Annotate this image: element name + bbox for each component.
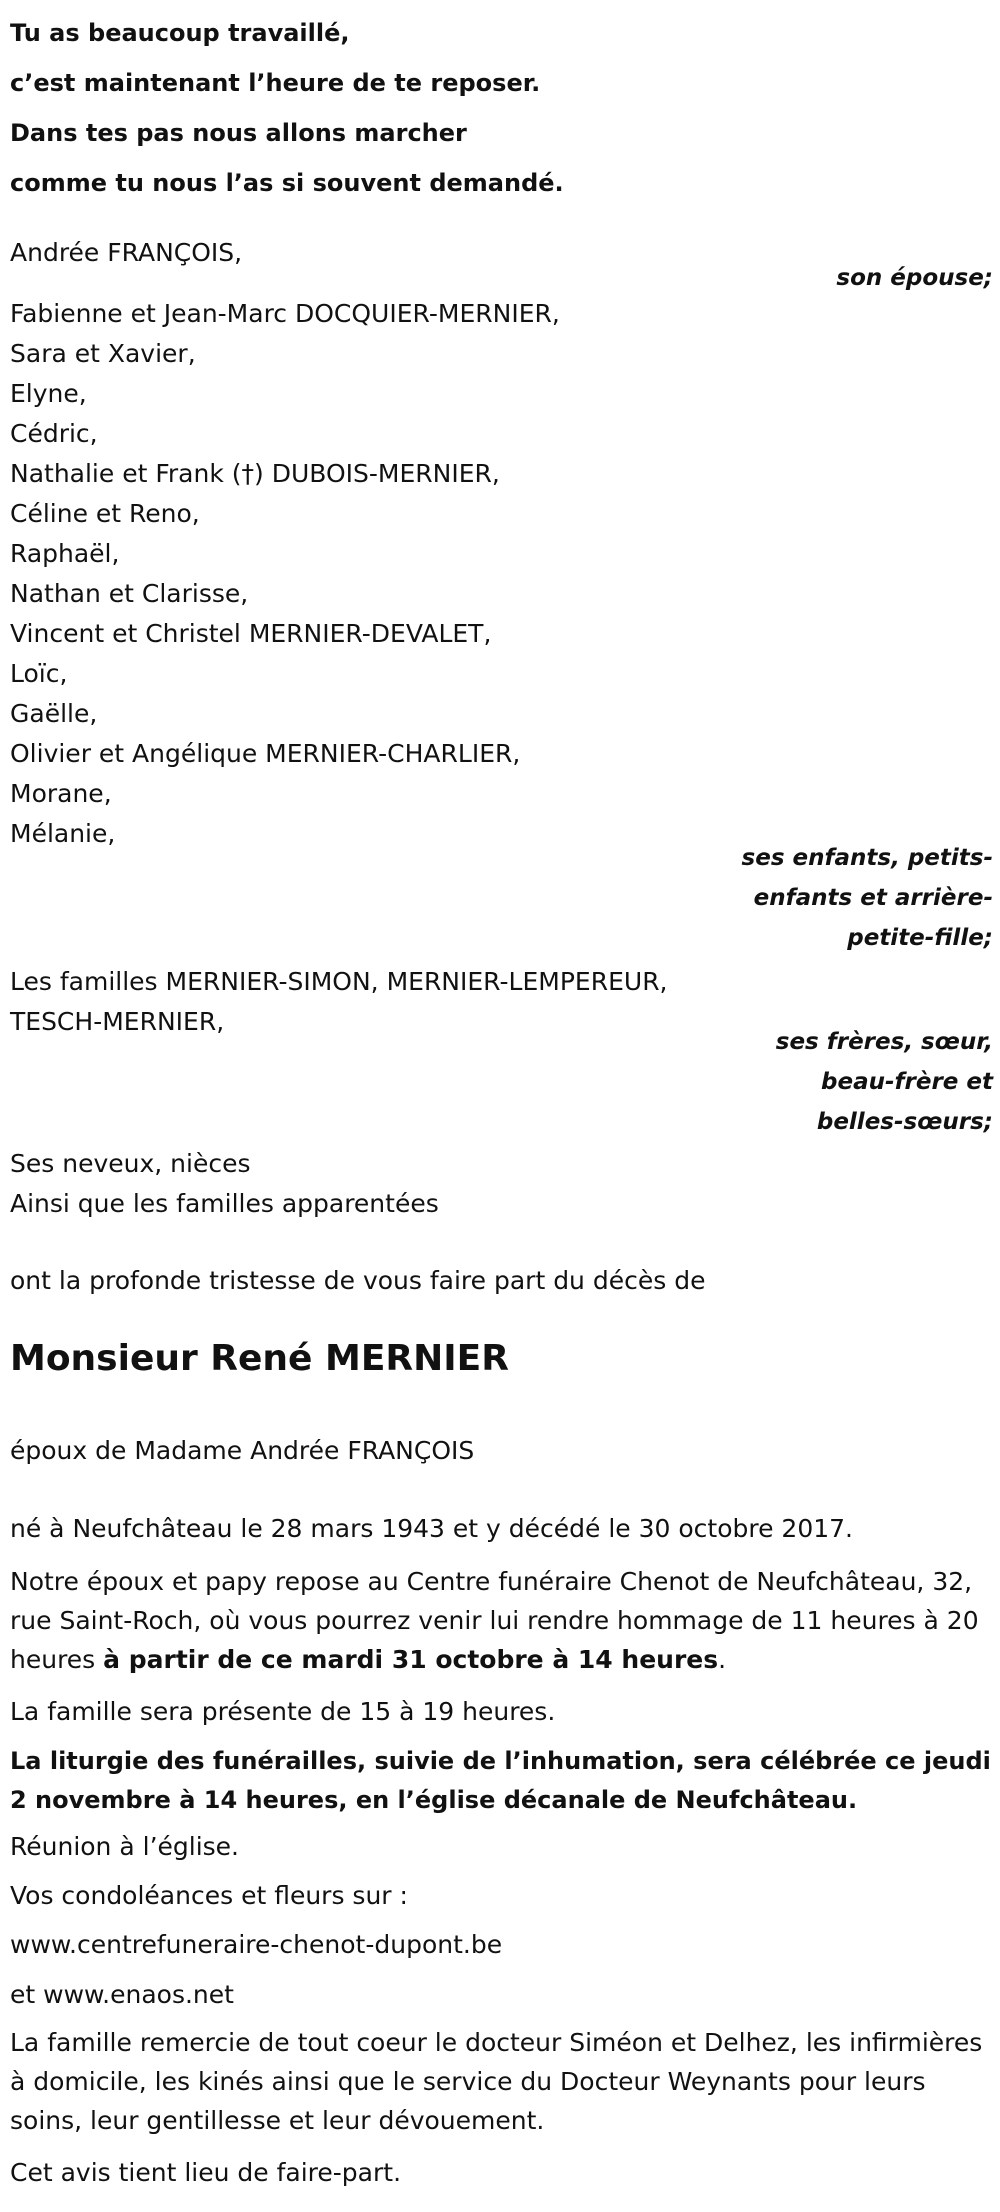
poem-line: comme tu nous l’as si souvent demandé. [10,169,564,197]
role-line: enfants et arrière- [753,885,993,911]
visitation-bold: à partir de ce mardi 31 octobre à 14 heures [103,1645,719,1674]
list-item: Nathalie et Frank (†) DUBOIS-MERNIER, [10,459,500,488]
children-role [742,838,993,958]
families-line: Les familles MERNIER-SIMON, MERNIER-LEMPEREUR, [10,967,668,996]
families [10,962,668,1042]
poem [10,8,564,208]
children-list [10,294,560,854]
announcement: ont la profonde tristesse de vous faire part du décès de [10,1266,706,1295]
role-line: beau-frère et [821,1069,993,1095]
poem-line: Tu as beaucoup travaillé, [10,19,350,47]
list-item: Olivier et Angélique MERNIER-CHARLIER, [10,739,521,768]
birth-death: né à Neufchâteau le 28 mars 1943 et y décédé le 30 octobre 2017. [10,1514,854,1543]
list-item: Morane, [10,779,112,808]
list-item: Céline et Reno, [10,499,200,528]
list-item: Loïc, [10,659,68,688]
list-item: Vincent et Christel MERNIER-DEVALET, [10,619,492,648]
list-item: Fabienne et Jean-Marc DOCQUIER-MERNIER, [10,299,560,328]
spouse-of: époux de Madame Andrée FRANÇOIS [10,1436,475,1465]
list-item: Cédric, [10,419,98,448]
families-role [776,1022,993,1142]
family-present: La famille sera présente de 15 à 19 heures. [10,1697,556,1726]
role-line: ses frères, sœur, [775,1029,993,1055]
deceased-name: Monsieur René MERNIER [10,1338,509,1379]
role-line: petite-fille; [847,925,993,951]
meeting: Réunion à l’église. [10,1832,240,1861]
visitation-paragraph [10,1562,995,1679]
list-item: Elyne, [10,379,87,408]
closing: Cet avis tient lieu de faire-part. [10,2158,402,2187]
role-line: belles-sœurs; [816,1109,993,1135]
list-item: Raphaël, [10,539,120,568]
visitation-end: . [718,1645,727,1674]
liturgy: La liturgie des funérailles, suivie de l’inhumation, sera célébrée ce jeudi 2 novembre à 14 heures, en l’église décanale de Neufchâteau. [10,1747,991,1814]
website-link[interactable]: www.centrefuneraire-chenot-dupont.be [10,1930,503,1959]
families-line: TESCH-MERNIER, [10,1007,225,1036]
relatives-line: Ses neveux, nièces [10,1149,251,1178]
spouse-role: son épouse; [836,265,993,291]
relatives-line: Ainsi que les familles apparentées [10,1189,439,1218]
list-item: Mélanie, [10,819,116,848]
relatives [10,1144,439,1224]
poem-line: c’est maintenant l’heure de te reposer. [10,69,541,97]
list-item: Gaëlle, [10,699,98,728]
list-item: Nathan et Clarisse, [10,579,249,608]
list-item: Sara et Xavier, [10,339,196,368]
condolences: Vos condoléances et fleurs sur : [10,1881,408,1910]
poem-line: Dans tes pas nous allons marcher [10,119,467,147]
spouse-name: Andrée FRANÇOIS, [10,238,243,267]
thanks: La famille remercie de tout coeur le docteur Siméon et Delhez, les infirmières à domicile, les kinés ainsi que le service du Docteur Weynants pour leurs soins, leur gentillesse et leur dévouement. [10,2028,983,2135]
role-line: ses enfants, petits- [741,845,993,871]
website-link-2[interactable]: et www.enaos.net [10,1980,234,2009]
visitation-text: Notre époux et papy repose au Centre funéraire Chenot de Neufchâteau, 32, rue Saint-Roch, où vous pourrez venir lui rendre hommage de 11 heures à 20 heures [10,1567,979,1674]
